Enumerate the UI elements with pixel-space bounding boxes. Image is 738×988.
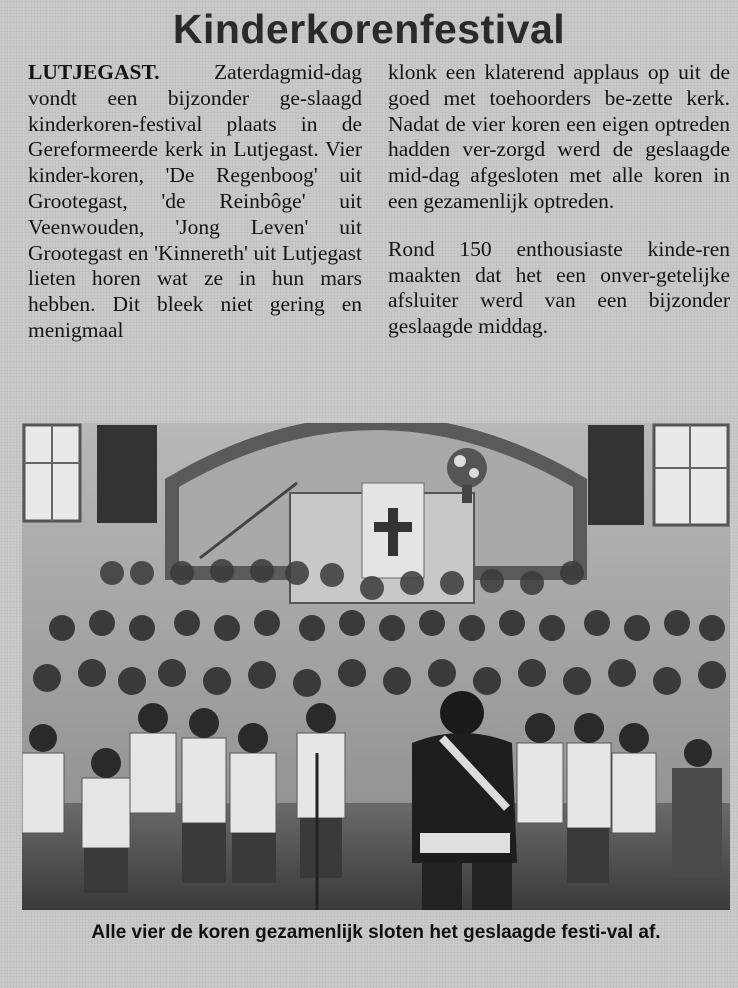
article-column-left	[28, 60, 362, 344]
hymn-board-right	[588, 425, 644, 525]
right-column-paragraph-2: Rond 150 enthousiaste kinde-ren maakten dat het een onver-getelijke afsluiter werd van een bijzonder geslaagde middag.	[388, 236, 730, 339]
dateline: LUTJEGAST.	[28, 60, 160, 84]
article-column-right	[388, 60, 730, 340]
hymn-board-left	[97, 425, 157, 523]
flower-arrangement	[447, 448, 487, 488]
article-body	[28, 60, 730, 405]
left-column-text: Zaterdagmid-dag vondt een bijzonder ge-slaagd kinderkoren-festival plaats in de Gereformeerde kerk in Lutjegast. Vier kinder-koren, 'De Regenboog' uit Grootegast, 'de Reinbôge' uit Veenwouden, 'Jong Leven' uit Grootegast en 'Kinnereth' uit Lutjegast lieten horen wat ze in hun mars hebben. Dit bleek niet gering en menigmaal	[28, 60, 362, 342]
right-column-paragraph-1: klonk een klaterend applaus op uit de goed met toehoorders be-zette kerk. Nadat de vier koren een eigen optreden hadden ver-zorgd werd de geslaagde mid-dag afgesloten met alle koren in een gezamenlijk optreden.	[388, 60, 730, 213]
headline: Kinderkorenfestival	[172, 6, 566, 52]
choir-photo	[22, 423, 730, 910]
photo-caption: Alle vier de koren gezamenlijk sloten het geslaagde festi-val af.	[91, 922, 661, 943]
